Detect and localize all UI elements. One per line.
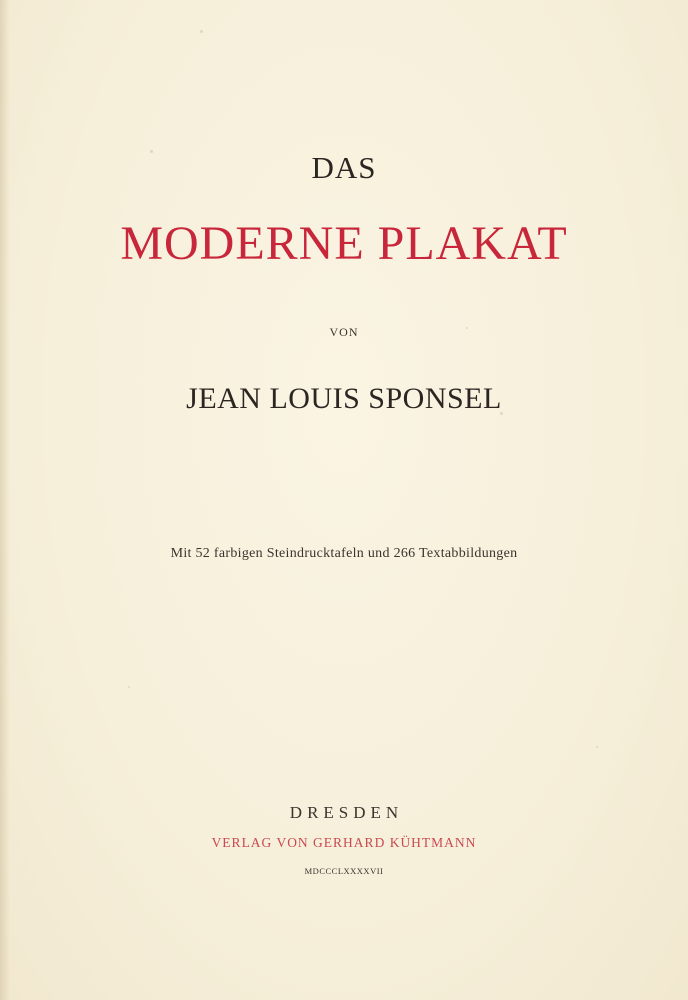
author-name: JEAN LOUIS SPONSEL — [186, 382, 502, 415]
main-title: MODERNE PLAKAT — [120, 217, 568, 270]
paper-speck — [596, 746, 598, 748]
paper-speck — [128, 686, 130, 688]
subtitle: Mit 52 farbigen Steindrucktafeln und 266 Textabbildungen — [170, 546, 518, 561]
paper-speck — [200, 30, 203, 33]
title-line-1: DAS — [311, 150, 377, 185]
byline-von: VON — [329, 325, 359, 339]
publication-year: MDCCCLXXXXVII — [304, 866, 384, 876]
publisher: VERLAG VON GERHARD KÜHTMANN — [211, 835, 477, 850]
publication-city: DRESDEN — [289, 803, 404, 822]
